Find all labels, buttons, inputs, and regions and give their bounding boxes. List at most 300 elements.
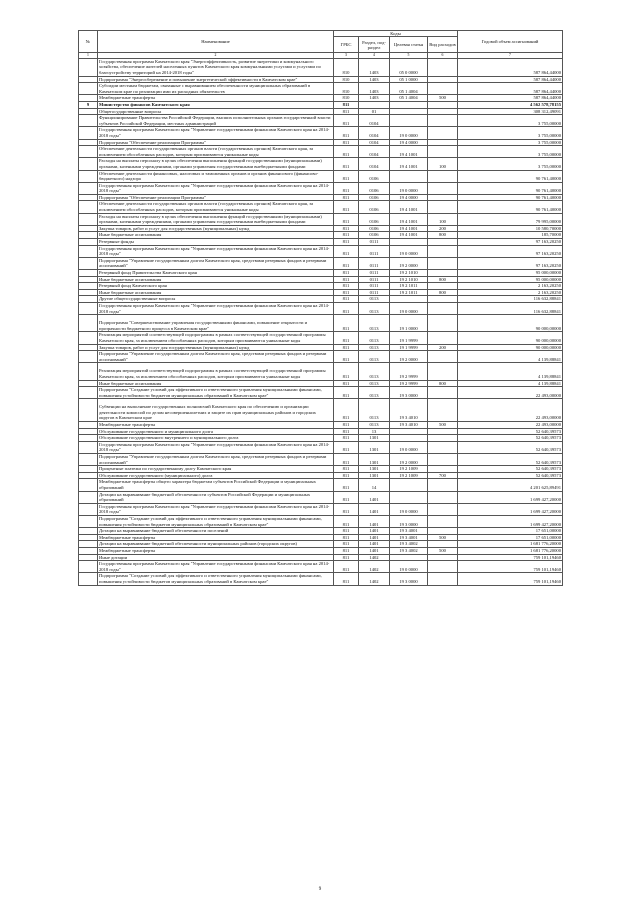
row-number — [79, 422, 98, 429]
row-tsel: 19 0 0000 — [390, 127, 428, 139]
table-row — [79, 270, 563, 277]
row-number — [79, 108, 98, 115]
row-amount: 97 163,20250 — [458, 257, 563, 269]
table-row — [79, 441, 563, 453]
row-grbs: 811 — [334, 435, 359, 442]
table-row — [79, 182, 563, 194]
row-tsel: 19 3 4002 — [390, 547, 428, 554]
row-vid — [428, 245, 458, 257]
row-name: Расходы на выплаты персоналу в целях обеспечения выполнения функций государственными (муниципальными) органами, казенными учреждениями, органами управления государственными внебюджетными фондами — [98, 213, 334, 225]
row-name: Государственная программа Камчатского края "Управление государственными финансами Камчатского края на 2014-2018 годы" — [98, 561, 334, 573]
row-number — [79, 387, 98, 399]
row-vid — [428, 257, 458, 269]
row-vid — [428, 515, 458, 527]
header-codes: Коды — [334, 31, 458, 37]
row-vid: 800 — [428, 380, 458, 387]
header-grbs: ГРБС — [334, 37, 359, 53]
row-grbs: 811 — [334, 351, 359, 363]
row-vid — [428, 270, 458, 277]
row-vid — [428, 332, 458, 344]
row-grbs: 811 — [334, 213, 359, 225]
row-amount: 90 761,40000 — [458, 194, 563, 201]
row-razdel: 0113 — [359, 380, 390, 387]
row-name: Межбюджетные трансферты — [98, 547, 334, 554]
table-row — [79, 101, 563, 108]
row-razdel: 0104 — [359, 127, 390, 139]
row-grbs: 811 — [334, 399, 359, 422]
table-row — [79, 108, 563, 115]
row-number — [79, 554, 98, 561]
table-row — [79, 515, 563, 527]
row-amount: 95 000,00000 — [458, 270, 563, 277]
row-razdel: 0106 — [359, 232, 390, 239]
row-tsel: 19 0 0000 — [390, 245, 428, 257]
row-grbs: 811 — [334, 101, 359, 108]
row-name: Реализация мероприятий соответствующей подпрограммы в рамках соответствующей государственной программы Камчатского края, за исключением обособленных расходов, которым присваиваются уникальные коды — [98, 363, 334, 380]
row-amount: 587 864,44000 — [458, 95, 563, 102]
row-vid: 500 — [428, 422, 458, 429]
row-number — [79, 515, 98, 527]
row-amount: 1 681 776,20000 — [458, 547, 563, 554]
row-vid: 200 — [428, 344, 458, 351]
row-name: Функционирование Правительства Российской Федерации, высших исполнительных органов государственной власти субъектов Российской Федерации, местных администраций — [98, 115, 334, 127]
row-tsel: 19 4 1001 — [390, 232, 428, 239]
table-row — [79, 503, 563, 515]
table-row — [79, 194, 563, 201]
row-name: Обслуживание государственного внутреннего и муниципального долга — [98, 435, 334, 442]
row-name: Иные дотации — [98, 554, 334, 561]
row-name: Иные бюджетные ассигнования — [98, 289, 334, 296]
row-name: Процентные платежи по государственному долгу Камчатского края — [98, 466, 334, 473]
row-amount: 52 640,39573 — [458, 428, 563, 435]
row-tsel — [390, 491, 428, 503]
row-grbs: 811 — [334, 547, 359, 554]
row-tsel: 19 1 9999 — [390, 344, 428, 351]
row-tsel — [390, 479, 428, 491]
row-amount: 10 580,70000 — [458, 225, 563, 232]
index-cell: 2 — [98, 53, 334, 58]
table-row — [79, 139, 563, 146]
row-name: Резервный фонд Правительства Камчатского края — [98, 270, 334, 277]
row-name: Обеспечение деятельности государственных органов власти (государственных органов) Камчатского края, за исключением обособленных расходов, которым присваиваются уникальные коды — [98, 146, 334, 158]
row-grbs: 811 — [334, 466, 359, 473]
row-vid: 500 — [428, 547, 458, 554]
row-tsel: 19 3 0000 — [390, 573, 428, 585]
row-vid: 100 — [428, 158, 458, 170]
row-amount: 116 632,88841 — [458, 302, 563, 314]
row-number — [79, 466, 98, 473]
row-vid: 200 — [428, 225, 458, 232]
table-row — [79, 170, 563, 182]
row-razdel: 0113 — [359, 422, 390, 429]
row-razdel: 1403 — [359, 95, 390, 102]
row-name: Реализация мероприятий соответствующей подпрограммы в рамках соответствующей государственной программы Камчатского края, за исключением обособленных расходов, которым присваиваются уникальные коды — [98, 332, 334, 344]
row-grbs: 811 — [334, 454, 359, 466]
row-razdel: 0113 — [359, 351, 390, 363]
row-vid — [428, 182, 458, 194]
row-tsel — [390, 170, 428, 182]
row-tsel: 19 3 4001 — [390, 528, 428, 535]
row-amount: 90 000,00000 — [458, 344, 563, 351]
row-number — [79, 194, 98, 201]
row-name: Дотации на выравнивание бюджетной обеспеченности субъектов Российской Федерации и муниципальных образований — [98, 491, 334, 503]
table-row — [79, 58, 563, 76]
row-vid — [428, 541, 458, 548]
row-razdel: 0104 — [359, 158, 390, 170]
row-name: Расходы на выплаты персоналу в целях обеспечения выполнения функций государственными (муниципальными) органами, казенными учреждениями, органами управления государственными внебюджетными фондами — [98, 158, 334, 170]
row-grbs: 810 — [334, 76, 359, 83]
row-razdel: 0111 — [359, 289, 390, 296]
row-amount: 52 640,39573 — [458, 472, 563, 479]
row-number — [79, 380, 98, 387]
index-cell: 3 — [334, 53, 359, 58]
row-number — [79, 344, 98, 351]
table-row — [79, 257, 563, 269]
row-name: Резервные фонды — [98, 239, 334, 246]
row-vid — [428, 108, 458, 115]
row-amount: 4 201 625,89491 — [458, 479, 563, 491]
row-grbs: 811 — [334, 387, 359, 399]
row-tsel — [390, 296, 428, 303]
row-number — [79, 76, 98, 83]
row-number — [79, 239, 98, 246]
row-vid — [428, 127, 458, 139]
row-amount: 52 640,39573 — [458, 454, 563, 466]
row-vid: 800 — [428, 276, 458, 283]
row-vid — [428, 146, 458, 158]
index-cell: 7 — [458, 53, 563, 58]
row-grbs: 811 — [334, 479, 359, 491]
row-amount: 90 000,00000 — [458, 315, 563, 332]
table-row — [79, 302, 563, 314]
row-number — [79, 158, 98, 170]
row-number — [79, 302, 98, 314]
row-amount: 185,70000 — [458, 232, 563, 239]
row-vid — [428, 315, 458, 332]
table-row — [79, 534, 563, 541]
row-name: Субвенции на выполнение государственных полномочий Камчатского края по обеспечению и организации деятельности комиссий по делам несовершеннолетних и защите их прав муниципальных районов и городских округов в Камчатском крае — [98, 399, 334, 422]
row-grbs: 810 — [334, 95, 359, 102]
row-vid — [428, 561, 458, 573]
row-tsel: 19 4 1001 — [390, 146, 428, 158]
header-amount: Годовой объем ассигнований — [458, 31, 563, 53]
table-row — [79, 454, 563, 466]
row-vid — [428, 101, 458, 108]
row-number — [79, 115, 98, 127]
row-grbs: 811 — [334, 270, 359, 277]
row-amount: 22 493,00000 — [458, 399, 563, 422]
table-row — [79, 225, 563, 232]
row-grbs: 811 — [334, 170, 359, 182]
table-row — [79, 283, 563, 290]
row-amount: 79 995,00000 — [458, 213, 563, 225]
row-name: Подпрограмма "Энергосбережение и повышение энергетической эффективности в Камчатском крае" — [98, 76, 334, 83]
row-vid: 100 — [428, 213, 458, 225]
row-grbs: 811 — [334, 534, 359, 541]
row-tsel: 19 2 1011 — [390, 283, 428, 290]
row-razdel: 1401 — [359, 547, 390, 554]
row-razdel: 0106 — [359, 213, 390, 225]
row-razdel: 13 — [359, 428, 390, 435]
row-number — [79, 561, 98, 573]
row-number — [79, 503, 98, 515]
table-row — [79, 399, 563, 422]
row-number — [79, 245, 98, 257]
row-number — [79, 315, 98, 332]
row-grbs: 811 — [334, 289, 359, 296]
row-amount: 4 139,88841 — [458, 363, 563, 380]
table-row — [79, 95, 563, 102]
row-grbs: 811 — [334, 194, 359, 201]
row-name: Подпрограмма "Создание условий для эффективного и ответственного управления муниципальными финансами, повышения устойчивости бюджетов муниципальных образований в Камчатском крае" — [98, 387, 334, 399]
index-cell: 5 — [390, 53, 428, 58]
row-razdel: 0113 — [359, 302, 390, 314]
row-number — [79, 363, 98, 380]
row-grbs: 811 — [334, 139, 359, 146]
row-name: Подпрограмма "Управление государственным долгом Камчатского края, средствами резервных фондов и резервами ассигнований" — [98, 257, 334, 269]
row-tsel: 05 1 4004 — [390, 83, 428, 95]
row-number — [79, 573, 98, 585]
row-tsel: 19 2 1010 — [390, 276, 428, 283]
row-amount: 116 632,88841 — [458, 296, 563, 303]
header-vid: Вид расходов — [428, 37, 458, 53]
row-tsel: 19 2 9999 — [390, 363, 428, 380]
row-amount: 1 699 427,20000 — [458, 515, 563, 527]
row-grbs: 811 — [334, 108, 359, 115]
row-tsel: 19 3 0000 — [390, 515, 428, 527]
row-grbs: 811 — [334, 422, 359, 429]
row-vid — [428, 115, 458, 127]
row-grbs: 811 — [334, 441, 359, 453]
table-row — [79, 332, 563, 344]
row-razdel: 0106 — [359, 170, 390, 182]
row-name: Государственная программа Камчатского края "Управление государственными финансами Камчатского края на 2014-2018 годы" — [98, 302, 334, 314]
row-number — [79, 58, 98, 76]
row-grbs: 811 — [334, 515, 359, 527]
row-vid — [428, 239, 458, 246]
row-tsel: 19 4 1001 — [390, 213, 428, 225]
row-amount: 587 864,44000 — [458, 58, 563, 76]
table-row — [79, 435, 563, 442]
row-vid — [428, 201, 458, 213]
row-vid — [428, 573, 458, 585]
row-grbs: 811 — [334, 541, 359, 548]
row-razdel: 1401 — [359, 534, 390, 541]
row-vid — [428, 435, 458, 442]
row-amount: 1 681 776,20000 — [458, 541, 563, 548]
row-grbs: 811 — [334, 158, 359, 170]
row-vid — [428, 302, 458, 314]
row-grbs: 811 — [334, 491, 359, 503]
row-amount: 2 163,20250 — [458, 283, 563, 290]
row-amount: 90 761,40000 — [458, 182, 563, 194]
row-grbs: 811 — [334, 182, 359, 194]
row-number — [79, 270, 98, 277]
row-grbs: 811 — [334, 332, 359, 344]
row-amount: 1 699 427,20000 — [458, 503, 563, 515]
row-grbs: 811 — [334, 573, 359, 585]
row-vid: 500 — [428, 534, 458, 541]
row-amount: 759 101,19460 — [458, 554, 563, 561]
row-razdel: 1402 — [359, 573, 390, 585]
row-razdel: 0111 — [359, 283, 390, 290]
row-grbs: 810 — [334, 83, 359, 95]
row-grbs: 811 — [334, 363, 359, 380]
row-tsel: 19 4 1001 — [390, 225, 428, 232]
table-row — [79, 547, 563, 554]
row-tsel: 19 2 1011 — [390, 289, 428, 296]
row-tsel — [390, 435, 428, 442]
row-number — [79, 472, 98, 479]
row-name: Подпрограмма "Создание условий для эффективного и ответственного управления муниципальными финансами, повышения устойчивости бюджетов муниципальных образований в Камчатском крае" — [98, 515, 334, 527]
row-vid — [428, 428, 458, 435]
row-number — [79, 289, 98, 296]
row-name: Резервный фонд Камчатского края — [98, 283, 334, 290]
row-amount: 90 000,00000 — [458, 332, 563, 344]
row-vid — [428, 76, 458, 83]
row-razdel: 0111 — [359, 245, 390, 257]
row-vid — [428, 454, 458, 466]
row-amount: 17 651,00000 — [458, 534, 563, 541]
row-number — [79, 534, 98, 541]
row-tsel — [390, 554, 428, 561]
row-number — [79, 491, 98, 503]
row-razdel: 1403 — [359, 76, 390, 83]
row-name: Закупка товаров, работ и услуг для государственных (муниципальных) нужд — [98, 225, 334, 232]
table-row — [79, 554, 563, 561]
row-amount: 587 864,44000 — [458, 76, 563, 83]
row-grbs: 811 — [334, 528, 359, 535]
row-number — [79, 225, 98, 232]
row-number — [79, 541, 98, 548]
row-number — [79, 146, 98, 158]
row-name: Иные бюджетные ассигнования — [98, 276, 334, 283]
row-vid: 700 — [428, 472, 458, 479]
row-razdel: 1301 — [359, 466, 390, 473]
row-amount: 308 312,49091 — [458, 108, 563, 115]
row-razdel: 0113 — [359, 387, 390, 399]
row-tsel: 19 1 0000 — [390, 315, 428, 332]
row-tsel: 19 4 1001 — [390, 158, 428, 170]
row-tsel: 19 2 1009 — [390, 472, 428, 479]
table-row — [79, 479, 563, 491]
row-amount: 52 640,39573 — [458, 435, 563, 442]
table-row — [79, 561, 563, 573]
row-number — [79, 399, 98, 422]
row-amount: 3 755,00000 — [458, 158, 563, 170]
row-tsel: 19 2 0000 — [390, 257, 428, 269]
row-amount: 22 493,00000 — [458, 387, 563, 399]
row-tsel: 19 0 0000 — [390, 302, 428, 314]
row-tsel: 05 0 0000 — [390, 58, 428, 76]
row-name: Государственная программа Камчатского края "Управление государственными финансами Камчатского края на 2014-2018 годы" — [98, 127, 334, 139]
row-razdel: 0104 — [359, 115, 390, 127]
row-razdel: 0113 — [359, 296, 390, 303]
row-tsel: 19 2 0000 — [390, 454, 428, 466]
row-razdel: 0113 — [359, 344, 390, 351]
row-number — [79, 182, 98, 194]
row-number — [79, 127, 98, 139]
row-number — [79, 351, 98, 363]
row-name: Подпрограмма "Обеспечение реализации Программы" — [98, 139, 334, 146]
row-amount: 2 163,20250 — [458, 289, 563, 296]
row-grbs: 811 — [334, 276, 359, 283]
row-vid — [428, 296, 458, 303]
row-grbs: 811 — [334, 257, 359, 269]
row-tsel: 19 2 9999 — [390, 380, 428, 387]
row-vid: 500 — [428, 95, 458, 102]
header-name: Наименование — [98, 31, 334, 53]
row-amount: 3 755,00000 — [458, 139, 563, 146]
row-tsel: 19 2 1009 — [390, 466, 428, 473]
row-number — [79, 428, 98, 435]
row-razdel: 0104 — [359, 139, 390, 146]
row-number — [79, 170, 98, 182]
row-vid — [428, 528, 458, 535]
table-row — [79, 296, 563, 303]
row-vid — [428, 83, 458, 95]
row-number — [79, 232, 98, 239]
table-row — [79, 158, 563, 170]
table-row — [79, 76, 563, 83]
row-vid: 800 — [428, 232, 458, 239]
row-grbs: 811 — [334, 315, 359, 332]
row-vid — [428, 170, 458, 182]
row-razdel: 0111 — [359, 270, 390, 277]
row-name: Подпрограмма "Управление государственным долгом Камчатского края, средствами резервных фондов и резервами ассигнований" — [98, 351, 334, 363]
row-razdel: 0111 — [359, 257, 390, 269]
row-razdel: 0106 — [359, 182, 390, 194]
row-vid — [428, 351, 458, 363]
page-number: 9 — [318, 887, 322, 892]
row-tsel: 19 1 9999 — [390, 332, 428, 344]
row-name: Государственная программа Камчатского края "Управление государственными финансами Камчатского края на 2014-2018 годы" — [98, 503, 334, 515]
table-body — [79, 58, 563, 585]
table-row — [79, 83, 563, 95]
row-tsel: 19 3 0000 — [390, 387, 428, 399]
row-amount: 4 562 578,78155 — [458, 101, 563, 108]
row-vid — [428, 194, 458, 201]
table-row — [79, 245, 563, 257]
table-row — [79, 201, 563, 213]
row-vid — [428, 283, 458, 290]
row-name: Межбюджетные трансферты — [98, 534, 334, 541]
row-grbs: 811 — [334, 283, 359, 290]
row-grbs: 811 — [334, 380, 359, 387]
table-row — [79, 380, 563, 387]
row-name: Обслуживание государственного (муниципального) долга — [98, 472, 334, 479]
row-name: Субсидии местным бюджетам, связанные с выравниванием обеспеченности муниципальных образований в Камчатском крае по реализации ими их расходных обязательств — [98, 83, 334, 95]
row-amount: 52 640,39573 — [458, 466, 563, 473]
table-row — [79, 146, 563, 158]
header-num: № — [79, 31, 98, 53]
row-tsel: 19 4 0000 — [390, 139, 428, 146]
row-name: Межбюджетные трансферты общего характера бюджетам субъектов Российской Федерации и муниципальных образований — [98, 479, 334, 491]
row-name: Обслуживание государственного и муниципального долга — [98, 428, 334, 435]
row-number — [79, 139, 98, 146]
row-razdel: 0113 — [359, 315, 390, 332]
row-number — [79, 528, 98, 535]
row-razdel: 1402 — [359, 554, 390, 561]
index-cell: 1 — [79, 53, 98, 58]
row-number — [79, 83, 98, 95]
row-amount: 52 640,39573 — [458, 441, 563, 453]
row-amount: 587 864,44000 — [458, 83, 563, 95]
index-cell: 4 — [359, 53, 390, 58]
row-number — [79, 257, 98, 269]
row-tsel: 19 4 0000 — [390, 194, 428, 201]
row-name: Государственная программа Камчатского края "Управление государственными финансами Камчатского края на 2014-2018 годы" — [98, 245, 334, 257]
